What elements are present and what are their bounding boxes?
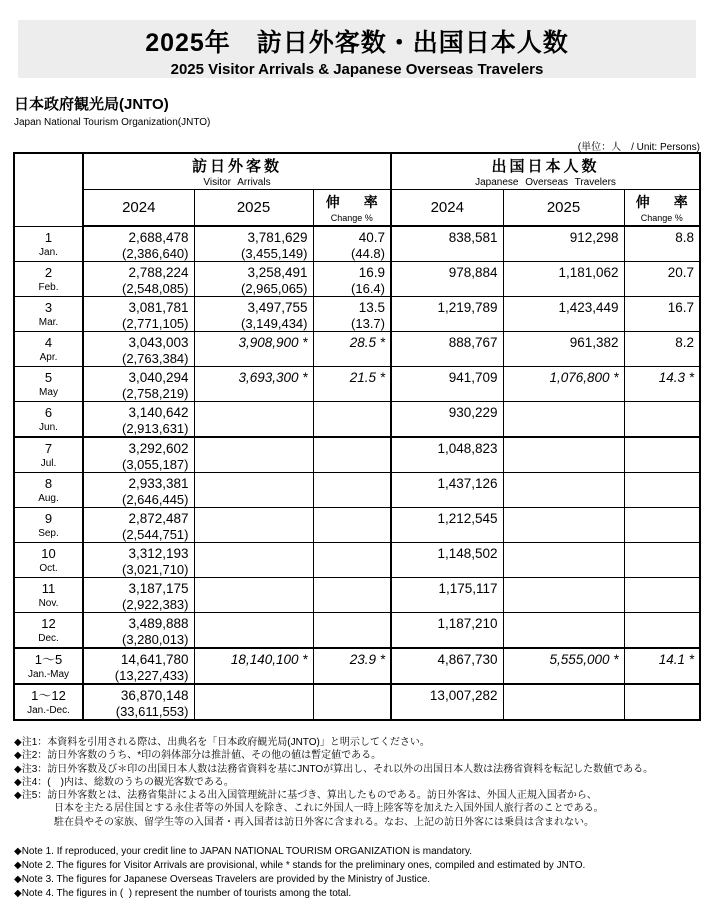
va-2025-cell: [194, 297, 313, 332]
change-rate-label-en: Change %: [640, 212, 683, 223]
col-header-jot-change: [624, 189, 700, 226]
value-line: [504, 402, 619, 404]
jot-2025-cell: [503, 648, 624, 684]
note-ja-line: ◆注2：訪日外客数のうち、*印の斜体部分は推計値、その他の値は暫定値である。: [14, 750, 382, 762]
va-change-cell: [313, 613, 391, 649]
value-line: 14.3 *: [658, 370, 695, 385]
sub-header-row: [14, 189, 700, 226]
va-2024-cell: [83, 226, 194, 262]
tourists-in-paren-line: (44.8): [351, 246, 385, 261]
year-label: 2024: [430, 198, 464, 216]
organization-name-ja: 日本政府観光局(JNTO): [14, 96, 169, 113]
year-label: 2025: [236, 198, 271, 216]
va-2025-cell: [194, 262, 313, 297]
month-number: 1: [44, 229, 53, 245]
va-2024-cell: [83, 262, 194, 297]
table-row: [14, 578, 700, 613]
month-number: 5: [44, 370, 53, 385]
jot-2025-cell: [503, 226, 624, 262]
value-line: [625, 438, 695, 440]
value-line: 930,229: [448, 405, 498, 420]
month-abbrev: Oct.: [39, 563, 58, 574]
jot-2025-cell: [503, 262, 624, 297]
organization-name-en: Japan National Tourism Organization(JNTO): [14, 117, 211, 128]
va-2025-cell: [194, 402, 313, 438]
tourists-in-paren-line: (2,965,065): [241, 281, 308, 296]
value-line: 1,437,126: [437, 476, 498, 491]
va-2024-cell: [83, 297, 194, 332]
month-column-header: [14, 153, 83, 226]
jot-2025-cell: [503, 613, 624, 649]
value-line: 3,081,781: [128, 300, 189, 315]
value-line: [195, 578, 308, 580]
jot-2025-cell: [503, 332, 624, 367]
tourists-in-paren-line: (3,455,149): [241, 246, 308, 261]
month-cell: [14, 543, 83, 578]
jot-2025-cell: [503, 473, 624, 508]
tourists-in-paren-line: (2,544,751): [122, 527, 189, 542]
month-abbrev: Nov.: [38, 598, 59, 609]
value-line: 1,219,789: [437, 300, 498, 315]
tourists-in-paren-line: (2,763,384): [122, 351, 189, 366]
va-2024-cell: [83, 367, 194, 402]
month-number: 6: [44, 405, 53, 420]
month-abbrev: May: [39, 387, 58, 398]
month-number: 4: [44, 335, 53, 350]
va-2024-cell: [83, 402, 194, 438]
value-line: 3,292,602: [128, 441, 189, 456]
value-line: 941,709: [448, 370, 498, 385]
tourists-in-paren-line: (3,055,187): [122, 457, 189, 472]
va-2024-cell: [83, 473, 194, 508]
month-cell: [14, 473, 83, 508]
table-row: [14, 332, 700, 367]
table-row: [14, 684, 700, 720]
va-change-cell: [313, 543, 391, 578]
jot-2024-cell: [391, 367, 503, 402]
group-header-row: [14, 153, 700, 189]
jot-change-cell: [624, 473, 700, 508]
statistics-table: [13, 152, 701, 721]
tourists-in-paren-line: (2,548,085): [122, 281, 189, 296]
value-line: 21.5 *: [349, 370, 385, 385]
jot-2025-cell: [503, 543, 624, 578]
value-line: [314, 438, 386, 440]
va-2024-cell: [83, 613, 194, 649]
value-line: [504, 473, 619, 475]
page-title-ja: 2025年 訪日外客数・出国日本人数: [145, 29, 569, 57]
month-cell: [14, 332, 83, 367]
value-line: 40.7: [358, 230, 385, 245]
col-header-jot-2025: [503, 189, 624, 226]
value-line: [195, 508, 308, 510]
col-header-va-2025: [194, 189, 313, 226]
value-line: 912,298: [569, 230, 619, 245]
value-line: [625, 613, 695, 615]
va-change-cell: [313, 648, 391, 684]
note-en-line: ◆Note 1. If reproduced, your credit line to JAPAN NATIONAL TOURISM ORGANIZATION is mandatory.: [14, 846, 473, 857]
value-line: 1,148,502: [437, 546, 498, 561]
va-2025-cell: [194, 684, 313, 720]
group-header-japanese-overseas-travelers: [391, 153, 700, 189]
jot-change-cell: [624, 226, 700, 262]
value-line: [504, 438, 619, 440]
value-line: 8.8: [675, 230, 695, 245]
month-cell: [14, 684, 83, 720]
table-row: [14, 367, 700, 402]
jot-change-cell: [624, 367, 700, 402]
month-cell: [14, 508, 83, 543]
value-line: 961,382: [569, 335, 619, 350]
group-header-visitor-arrivals: [83, 153, 391, 189]
col-header-jot-2024: [391, 189, 503, 226]
jot-change-cell: [624, 297, 700, 332]
value-line: [314, 402, 386, 404]
value-line: [195, 613, 308, 615]
table-row: [14, 648, 700, 684]
table-row: [14, 613, 700, 649]
value-line: [195, 473, 308, 475]
value-line: [195, 685, 308, 687]
value-line: 18,140,100 *: [230, 652, 308, 667]
table-row: [14, 262, 700, 297]
jot-2024-cell: [391, 578, 503, 613]
month-cell: [14, 578, 83, 613]
value-line: 1,181,062: [558, 265, 619, 280]
unit-label: (単位：人 / Unit: Persons): [577, 142, 700, 153]
va-change-cell: [313, 684, 391, 720]
value-line: 3,908,900 *: [238, 335, 308, 350]
year-label: 2025: [546, 198, 581, 216]
tourists-in-paren-line: (3,021,710): [122, 562, 189, 577]
value-line: [504, 578, 619, 580]
table-row: [14, 402, 700, 438]
jot-2025-cell: [503, 402, 624, 438]
document-title-block: [18, 20, 696, 78]
table-row: [14, 473, 700, 508]
notes-japanese: [14, 736, 653, 829]
va-change-cell: [313, 226, 391, 262]
year-label: 2024: [122, 198, 156, 216]
value-line: 3,693,300 *: [238, 370, 308, 385]
tourists-in-paren-line: (33,611,553): [115, 704, 189, 719]
value-line: 838,581: [448, 230, 498, 245]
note-ja-line: 日本を主たる居住国とする永住者等の外国人を除き、これに外国人一時上陸客等を加えた入国外国人旅行者のことである。: [14, 803, 604, 815]
value-line: [504, 685, 619, 687]
month-number: 7: [44, 441, 53, 456]
jot-change-cell: [624, 402, 700, 438]
value-line: [314, 543, 386, 545]
va-change-cell: [313, 437, 391, 473]
value-line: 23.9 *: [349, 652, 385, 667]
col-header-va-change: [313, 189, 391, 226]
tourists-in-paren-line: (2,922,383): [122, 597, 189, 612]
month-abbrev: Feb.: [38, 282, 59, 293]
group-label-en: Japanese Overseas Travelers: [475, 176, 616, 188]
month-abbrev: Jun.: [39, 422, 58, 433]
va-2024-cell: [83, 648, 194, 684]
month-cell: [14, 648, 83, 684]
tourists-in-paren-line: (16.4): [351, 281, 385, 296]
jot-change-cell: [624, 543, 700, 578]
va-2025-cell: [194, 648, 313, 684]
month-number: 3: [44, 300, 53, 315]
value-line: 978,884: [448, 265, 498, 280]
value-line: 3,187,175: [128, 581, 189, 596]
value-line: [625, 473, 695, 475]
month-cell: [14, 297, 83, 332]
value-line: 1,076,800 *: [549, 370, 619, 385]
va-2025-cell: [194, 543, 313, 578]
va-change-cell: [313, 332, 391, 367]
value-line: [195, 402, 308, 404]
group-label-ja: 訪日外客数: [191, 157, 282, 175]
change-rate-label-ja: 伸 率: [325, 193, 383, 210]
value-line: [504, 543, 619, 545]
note-ja-line: 駐在員やその家族、留学生等の入国者・再入国者は訪日外客に含まれる。なお、上記の訪日外客には乗員は含まれない。: [14, 816, 594, 828]
value-line: [314, 613, 386, 615]
value-line: [314, 685, 386, 687]
value-line: 3,781,629: [247, 230, 308, 245]
month-abbrev: Jan.: [39, 246, 58, 258]
jot-change-cell: [624, 437, 700, 473]
va-2025-cell: [194, 473, 313, 508]
jot-2024-cell: [391, 648, 503, 684]
jot-change-cell: [624, 578, 700, 613]
value-line: 28.5 *: [349, 335, 385, 350]
jot-change-cell: [624, 262, 700, 297]
table-row: [14, 508, 700, 543]
jot-2024-cell: [391, 613, 503, 649]
va-2025-cell: [194, 437, 313, 473]
jot-2025-cell: [503, 508, 624, 543]
value-line: 1,187,210: [437, 616, 498, 631]
value-line: [504, 613, 619, 615]
month-cell: [14, 262, 83, 297]
va-2025-cell: [194, 578, 313, 613]
month-abbrev: Jul.: [40, 458, 57, 469]
jot-2024-cell: [391, 332, 503, 367]
jot-change-cell: [624, 508, 700, 543]
month-number: 9: [44, 511, 53, 526]
month-number: 10: [41, 546, 56, 561]
table-row: [14, 437, 700, 473]
value-line: [195, 438, 308, 440]
month-cell: [14, 402, 83, 438]
value-line: [504, 508, 619, 510]
value-line: 1,175,117: [438, 581, 498, 596]
jot-change-cell: [624, 613, 700, 649]
value-line: 3,043,003: [128, 335, 189, 350]
tourists-in-paren-line: (2,913,631): [122, 421, 189, 436]
value-line: 1,212,545: [437, 511, 498, 526]
value-line: 3,489,888: [128, 616, 189, 631]
note-ja-line: ◆注3：訪日外客数及び＊印の出国日本人数は法務省資料を基にJNTOが算出し、それ以外の出国日本人数は法務省資料を転記した数値である。: [14, 763, 654, 775]
value-line: 3,312,193: [128, 546, 189, 561]
va-change-cell: [313, 402, 391, 438]
va-change-cell: [313, 297, 391, 332]
month-number: 11: [41, 581, 56, 596]
value-line: [625, 578, 695, 580]
tourists-in-paren-line: (3,280,013): [122, 632, 189, 647]
month-abbrev: Sep.: [38, 528, 59, 539]
month-number: 1～5: [34, 652, 63, 667]
value-line: [625, 508, 695, 510]
group-label-en: Visitor Arrivals: [203, 176, 271, 188]
change-rate-label-en: Change %: [330, 212, 373, 223]
va-2025-cell: [194, 367, 313, 402]
value-line: 20.7: [667, 265, 695, 280]
jot-2024-cell: [391, 684, 503, 720]
value-line: 888,767: [448, 335, 498, 350]
value-line: 16.9: [358, 265, 385, 280]
value-line: 3,258,491: [247, 265, 308, 280]
month-cell: [14, 226, 83, 262]
change-rate-label-ja: 伸 率: [635, 193, 693, 210]
table-row: [14, 226, 700, 262]
va-2024-cell: [83, 578, 194, 613]
va-change-cell: [313, 578, 391, 613]
value-line: [625, 402, 695, 404]
jot-2024-cell: [391, 226, 503, 262]
value-line: 8.2: [675, 335, 695, 350]
jot-2025-cell: [503, 437, 624, 473]
note-en-line: ◆Note 4. The figures in ( ) represent the number of tourists among the total.: [14, 888, 352, 899]
jot-2025-cell: [503, 578, 624, 613]
va-2024-cell: [83, 332, 194, 367]
value-line: [314, 473, 386, 475]
value-line: 14.1 *: [658, 652, 695, 667]
value-line: 16.7: [667, 300, 695, 315]
tourists-in-paren-line: (13.7): [351, 316, 385, 331]
va-2024-cell: [83, 543, 194, 578]
table-row: [14, 297, 700, 332]
va-2025-cell: [194, 332, 313, 367]
tourists-in-paren-line: (2,646,445): [122, 492, 189, 507]
month-abbrev: Jan.-Dec.: [27, 705, 70, 716]
va-change-cell: [313, 508, 391, 543]
jot-2025-cell: [503, 297, 624, 332]
value-line: 36,870,148: [120, 688, 189, 703]
value-line: 13.5: [358, 300, 385, 315]
value-line: [314, 578, 386, 580]
va-2024-cell: [83, 437, 194, 473]
value-line: 13,007,282: [429, 688, 498, 703]
tourists-in-paren-line: (3,149,434): [241, 316, 308, 331]
jot-2024-cell: [391, 508, 503, 543]
jot-2025-cell: [503, 367, 624, 402]
jot-2024-cell: [391, 473, 503, 508]
jot-change-cell: [624, 648, 700, 684]
value-line: 3,140,642: [128, 405, 189, 420]
month-cell: [14, 613, 83, 649]
tourists-in-paren-line: (13,227,433): [114, 668, 189, 683]
value-line: [195, 543, 308, 545]
value-line: 5,555,000 *: [549, 652, 619, 667]
value-line: 1,048,823: [437, 441, 498, 456]
value-line: [625, 543, 695, 545]
group-label-ja: 出国日本人数: [491, 157, 600, 175]
va-2025-cell: [194, 508, 313, 543]
month-abbrev: Jan.-May: [27, 669, 70, 680]
month-cell: [14, 437, 83, 473]
col-header-va-2024: [83, 189, 194, 226]
jot-2024-cell: [391, 262, 503, 297]
value-line: 1,423,449: [558, 300, 619, 315]
jot-2024-cell: [391, 437, 503, 473]
month-number: 12: [41, 616, 56, 631]
month-abbrev: Aug.: [38, 493, 59, 504]
month-cell: [14, 367, 83, 402]
value-line: 2,872,487: [128, 511, 189, 526]
jot-2024-cell: [391, 402, 503, 438]
value-line: 2,788,224: [128, 265, 189, 280]
note-ja-line: ◆注1：本資料を引用される際は、出典名を「日本政府観光局(JNTO)」と明示してください。: [14, 737, 430, 748]
value-line: 4,867,730: [437, 652, 498, 667]
value-line: [625, 685, 695, 687]
note-ja-line: ◆注5：訪日外客数とは、法務省集計による出入国管理統計に基づき、算出したものである。訪日外客は、外国人正規入国者から、: [14, 790, 597, 802]
va-2024-cell: [83, 684, 194, 720]
notes-english: [14, 845, 585, 901]
jot-2024-cell: [391, 297, 503, 332]
jot-change-cell: [624, 332, 700, 367]
tourists-in-paren-line: (2,771,105): [122, 316, 189, 331]
tourists-in-paren-line: (2,758,219): [122, 386, 189, 401]
jot-change-cell: [624, 684, 700, 720]
va-change-cell: [313, 262, 391, 297]
jot-2024-cell: [391, 543, 503, 578]
va-2025-cell: [194, 613, 313, 649]
jot-2025-cell: [503, 684, 624, 720]
va-2025-cell: [194, 226, 313, 262]
month-abbrev: Mar.: [38, 317, 59, 328]
va-change-cell: [313, 367, 391, 402]
value-line: 3,040,294: [128, 370, 189, 385]
note-ja-line: ◆注4：( )内は、総数のうちの観光客数である。: [14, 776, 234, 788]
note-en-line: ◆Note 3. The figures for Japanese Overseas Travelers are provided by the Ministry of Justice.: [14, 874, 431, 885]
value-line: 3,497,755: [247, 300, 308, 315]
value-line: 14,641,780: [120, 652, 189, 667]
month-number: 8: [44, 476, 53, 491]
value-line: 2,933,381: [128, 476, 189, 491]
month-number: 1～12: [31, 688, 66, 703]
month-abbrev: Apr.: [39, 352, 58, 363]
value-line: 2,688,478: [128, 230, 189, 245]
tourists-in-paren-line: (2,386,640): [122, 246, 189, 261]
organization-block: [14, 93, 210, 128]
note-en-line: ◆Note 2. The figures for Visitor Arrivals are provisional, while * stands for the preliminary ones, compiled and estimated by JNTO.: [14, 860, 586, 871]
table-row: [14, 543, 700, 578]
page-title-en: 2025 Visitor Arrivals & Japanese Overseas Travelers: [170, 61, 544, 78]
va-change-cell: [313, 473, 391, 508]
va-2024-cell: [83, 508, 194, 543]
month-abbrev: Dec.: [38, 633, 59, 644]
month-number: 2: [44, 265, 53, 280]
value-line: [314, 508, 386, 510]
